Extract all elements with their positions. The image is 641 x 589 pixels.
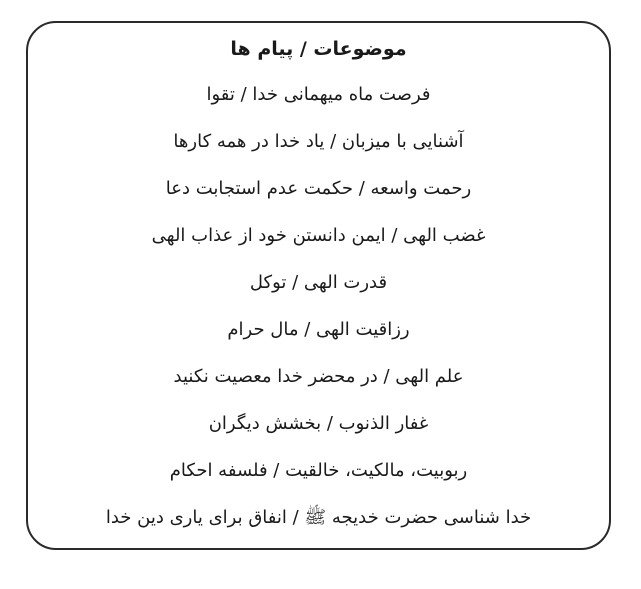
topic-item: قدرت الهی / توکل	[249, 272, 388, 293]
topics-frame	[26, 21, 611, 550]
topics-list	[28, 81, 609, 551]
topic-item: رحمت واسعه / حکمت عدم استجابت دعا	[165, 178, 472, 199]
topic-item: فرصت ماه میهمانی خدا / تقوا	[206, 84, 431, 105]
topic-item: خدا شناسی حضرت خدیجه ﷺ / انفاق برای یاری دین خدا	[105, 507, 532, 528]
heading: موضوعات / پیام ها	[230, 38, 407, 60]
topic-item: علم الهی / در محضر خدا معصیت نکنید	[173, 366, 464, 387]
topic-item: ربوبیت، مالکیت، خالقیت / فلسفه احکام	[169, 460, 468, 481]
topic-item: غضب الهی / ایمن دانستن خود از عذاب الهی	[151, 225, 486, 246]
topic-item: رزاقیت الهی / مال حرام	[227, 319, 410, 340]
topic-item: آشنایی با میزبان / یاد خدا در همه کارها	[173, 131, 464, 152]
topic-item: غفار الذنوب / بخشش دیگران	[208, 413, 429, 434]
